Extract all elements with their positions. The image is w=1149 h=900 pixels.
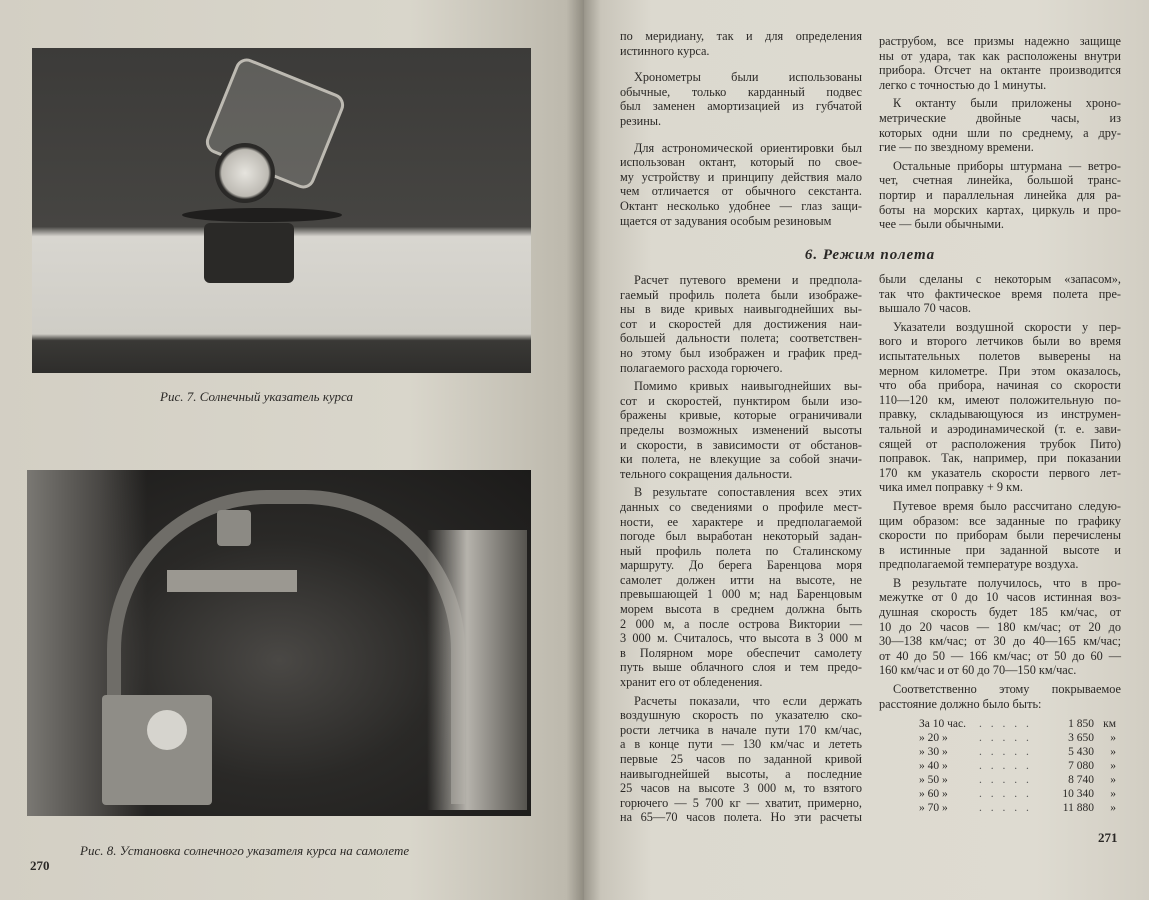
text-line: большей дальности полета; соответствен-	[620, 331, 862, 346]
text-line: душная скорость будет 185 км/час, от	[879, 605, 1121, 620]
leader-dots: . . . . .	[979, 788, 1032, 801]
paragraph	[620, 141, 862, 229]
distance-unit: км	[1103, 718, 1116, 731]
text-column-bottom-left	[620, 273, 862, 829]
text-line: легко с точностью до 1 минуты.	[879, 77, 1047, 92]
distance-value: 8 740	[1068, 774, 1094, 787]
text-line: Помимо кривых наивыгоднейших вы-	[634, 379, 862, 394]
text-line: вого и второго летчиков были во время	[879, 334, 1121, 349]
distance-label: » 70 »	[919, 802, 948, 815]
text-line: погоде был выработан некоторый задан-	[620, 529, 862, 544]
text-line: 10 до 20 часов — 180 км/час; от 20 до	[879, 619, 1121, 634]
text-line: морем высота в среднем должна быть	[620, 602, 862, 617]
text-line: так что фактическое время полета пре-	[879, 286, 1121, 301]
text-line: 2 000 м, а после острова Виктории —	[620, 616, 862, 631]
text-line: резины.	[620, 113, 662, 128]
text-line: пределы возможных изменений высоты	[620, 422, 862, 437]
text-line: были сделаны с некоторым «запасом»,	[879, 272, 1121, 286]
text-line: чем отличается от обычного секстанта.	[620, 184, 862, 199]
text-line: чее — были обычными.	[879, 217, 1004, 232]
text-line: ности, ее характере и предполагаемой	[620, 514, 862, 529]
distance-table-row	[919, 731, 1121, 745]
text-line: обычные, только карданный подвес	[620, 84, 862, 99]
text-line: Расчеты показали, что если держать	[634, 693, 862, 708]
text-line: Октант несколько удобнее — глаз защи-	[620, 198, 862, 213]
text-line: а в конце пути — 130 км/час и лететь	[620, 737, 862, 752]
distance-table-row	[919, 773, 1121, 787]
text-line: Для астрономической ориентировки был	[634, 140, 862, 155]
distance-table-row	[919, 717, 1121, 731]
text-line: му устройству и принципу действия мало	[620, 169, 862, 184]
text-line: раструбом, все призмы надежно защище	[879, 34, 1121, 48]
text-line: 110—120 км, имеют положительную по-	[879, 392, 1121, 407]
paragraph	[620, 70, 862, 128]
distance-value: 5 430	[1068, 746, 1094, 759]
text-line: в истинные при заданной высоте и	[879, 542, 1121, 557]
text-line: боты на морских картах, циркуль и про-	[879, 202, 1121, 217]
text-line: первые 25 часов по заданной кривой	[620, 752, 862, 766]
text-line: Хронометры были использованы	[634, 70, 862, 85]
leader-dots: . . . . .	[979, 802, 1032, 815]
figure-7-caption: Рис. 7. Солнечный указатель курса	[160, 389, 353, 404]
text-column-top-left	[620, 29, 862, 232]
text-column-bottom-right	[879, 272, 1121, 815]
text-line: сящей от расположения трубок Пито)	[879, 436, 1121, 451]
text-line: Соответственно этому покрываемое	[893, 682, 1121, 697]
distance-label: » 20 »	[919, 732, 948, 745]
distance-label: » 30 »	[919, 746, 948, 759]
paragraph	[620, 379, 862, 481]
figure-7-photo-sun-course-indicator	[32, 48, 531, 373]
distance-value: 10 340	[1062, 788, 1094, 801]
distance-value: 11 880	[1062, 802, 1094, 815]
paragraph	[620, 694, 862, 825]
text-line: Расчет путевого времени и предпола-	[634, 273, 862, 287]
leader-dots: . . . . .	[979, 746, 1032, 759]
distance-label: За 10 час.	[919, 718, 966, 731]
paragraph	[620, 485, 862, 689]
paragraph	[879, 682, 1121, 711]
text-line: скорости по приборам были перечислены	[879, 528, 1121, 543]
text-line: сот и скоростей для достижения наи-	[620, 316, 862, 331]
text-line: метрические двойные часы, из	[879, 110, 1121, 125]
text-line: вышало 70 часов.	[879, 301, 971, 316]
text-line: ны от удара, так как расположены внутри	[879, 48, 1121, 63]
text-line: что оба прибора, начиная со скорости	[879, 378, 1121, 393]
text-line: 3 000 м. Считалось, что высота в 3 000 м	[620, 631, 862, 646]
text-line: предполагаемой температуре воздуха.	[879, 557, 1079, 572]
text-line: данных со сведениями о профиле мест-	[620, 499, 862, 514]
text-line: ны в виде кривых наивыгоднейших вы-	[620, 302, 862, 317]
text-line: 160 км/час и от 60 до 70—150 км/час.	[879, 663, 1077, 678]
text-line: 170 км указатель скорости первого лет-	[879, 465, 1121, 480]
text-line: портир и параллельная линейка для ра-	[879, 187, 1121, 202]
text-line: испытательных полетов выверены на	[879, 348, 1121, 363]
text-line: расстояние должно было быть:	[879, 696, 1042, 711]
distance-table-row	[919, 745, 1121, 759]
distance-table-row	[919, 801, 1121, 815]
text-line: на 65—70 часов полета. Но эти расчеты	[620, 810, 862, 825]
distance-value: 3 650	[1068, 732, 1094, 745]
leader-dots: . . . . .	[979, 718, 1032, 731]
text-line: от 40 до 50 — 166 км/час; от 50 до 60 —	[879, 648, 1121, 663]
distance-unit: »	[1110, 760, 1116, 773]
text-line: Путевое время было рассчитано следую-	[893, 498, 1121, 513]
text-line: щается от задувания особым резиновым	[620, 213, 832, 228]
text-line: был заменен амортизацией из губчатой	[620, 99, 862, 114]
distance-label: » 40 »	[919, 760, 948, 773]
text-line: гаемый профиль полета были изображе-	[620, 287, 862, 302]
text-line: В результате получилось, что в про-	[893, 575, 1121, 590]
paragraph	[879, 499, 1121, 572]
text-line: щим образом: все заданные по графику	[879, 513, 1121, 528]
text-line: хранит его от обледенения.	[620, 675, 763, 690]
paragraph	[879, 96, 1121, 154]
page-number-left: 270	[30, 858, 50, 873]
text-line: воздушную скорость по указателю ско-	[620, 708, 862, 723]
text-line: использован октант, который по свое-	[620, 155, 862, 170]
text-line: чет, счетная линейка, большой транс-	[879, 173, 1121, 188]
paragraph	[879, 272, 1121, 316]
text-line: бражены кривые, которые ограничивали	[620, 408, 862, 423]
text-line: тельного сокращения дальности.	[620, 466, 793, 481]
text-line: В результате сопоставления всех этих	[634, 485, 862, 500]
distance-table-row	[919, 787, 1121, 801]
section-heading: 6. Режим полета	[804, 247, 936, 263]
distance-value: 1 850	[1068, 718, 1094, 731]
text-line: 30—138 км/час; от 30 до 40—165 км/час;	[879, 634, 1121, 649]
text-line: поправок. Так, например, при показании	[879, 451, 1121, 466]
text-line: горючего — 5 700 кг — хватит, примерно,	[620, 795, 862, 810]
text-line: 25 часов на высоте 3 000 м, то взятого	[620, 781, 862, 796]
figure-8-caption: Рис. 8. Установка солнечного указателя курса на самолете	[80, 843, 410, 858]
text-line: прибора. Отсчет на октанте производится	[879, 63, 1121, 78]
text-line: тальной и аэродинамической (т. е. зави-	[879, 421, 1121, 436]
paragraph	[879, 576, 1121, 678]
distance-unit: »	[1110, 802, 1116, 815]
paragraph	[879, 159, 1121, 232]
text-line: в Полярном море обеспечит самолету	[620, 645, 862, 660]
distance-value: 7 080	[1068, 760, 1094, 773]
text-line: наивыгоднейшей высоты, а последние	[620, 766, 862, 781]
text-line: истинного курса.	[620, 43, 710, 58]
text-line: путь выше облачного слоя и тем предо-	[620, 660, 862, 675]
leader-dots: . . . . .	[979, 774, 1032, 787]
distance-unit: »	[1110, 788, 1116, 801]
text-line: по меридиану, так и для определения	[620, 29, 862, 43]
text-line: межутке от 0 до 10 часов истинная воз-	[879, 590, 1121, 605]
figure-8-photo-cockpit-installation	[27, 470, 531, 816]
text-line: превышающей 1 000 м; над Баренцовым	[620, 587, 862, 602]
text-line: ки полета, не влекущие за собой значи-	[620, 452, 862, 467]
paragraph	[879, 34, 1121, 92]
text-line: и скорости, в зависимости от обстанов-	[620, 437, 862, 452]
text-line: сот и скоростей, пунктиром были изо-	[620, 393, 862, 408]
text-line: мерном километре. При этом оказалось,	[879, 363, 1121, 378]
distance-label: » 50 »	[919, 774, 948, 787]
text-line: гие — по звездному времени.	[879, 140, 1034, 155]
leader-dots: . . . . .	[979, 732, 1032, 745]
distance-unit: »	[1110, 774, 1116, 787]
distance-table	[919, 717, 1121, 815]
text-line: чика имел поправку + 9 км.	[879, 480, 1023, 495]
text-line: полагаемого расхода горючего.	[620, 360, 783, 375]
paragraph	[620, 273, 862, 375]
page-number-right: 271	[1098, 830, 1118, 845]
text-line: К октанту были приложены хроно-	[893, 96, 1121, 111]
text-line: маршруту. До берега Баренцова моря	[620, 558, 862, 573]
text-column-top-right	[879, 34, 1121, 236]
paragraph	[879, 320, 1121, 495]
text-line: ный профиль полета по Сталинскому	[620, 543, 862, 558]
text-line: Остальные приборы штурмана — ветро-	[893, 158, 1121, 173]
text-line: правку, складывающуюся из инструмен-	[879, 407, 1121, 422]
distance-unit: »	[1110, 732, 1116, 745]
leader-dots: . . . . .	[979, 760, 1032, 773]
distance-table-row	[919, 759, 1121, 773]
text-line: Указатели воздушной скорости у пер-	[893, 319, 1121, 334]
paragraph	[620, 29, 862, 58]
distance-unit: »	[1110, 746, 1116, 759]
distance-label: » 60 »	[919, 788, 948, 801]
text-line: самолет должен итти на высоте, не	[620, 572, 862, 587]
text-line: которых одни шли по среднему, а дру-	[879, 125, 1121, 140]
text-line: но этому был изображен и график пред-	[620, 345, 862, 360]
text-line: рости летчика в начале пути 170 км/час,	[620, 722, 862, 737]
